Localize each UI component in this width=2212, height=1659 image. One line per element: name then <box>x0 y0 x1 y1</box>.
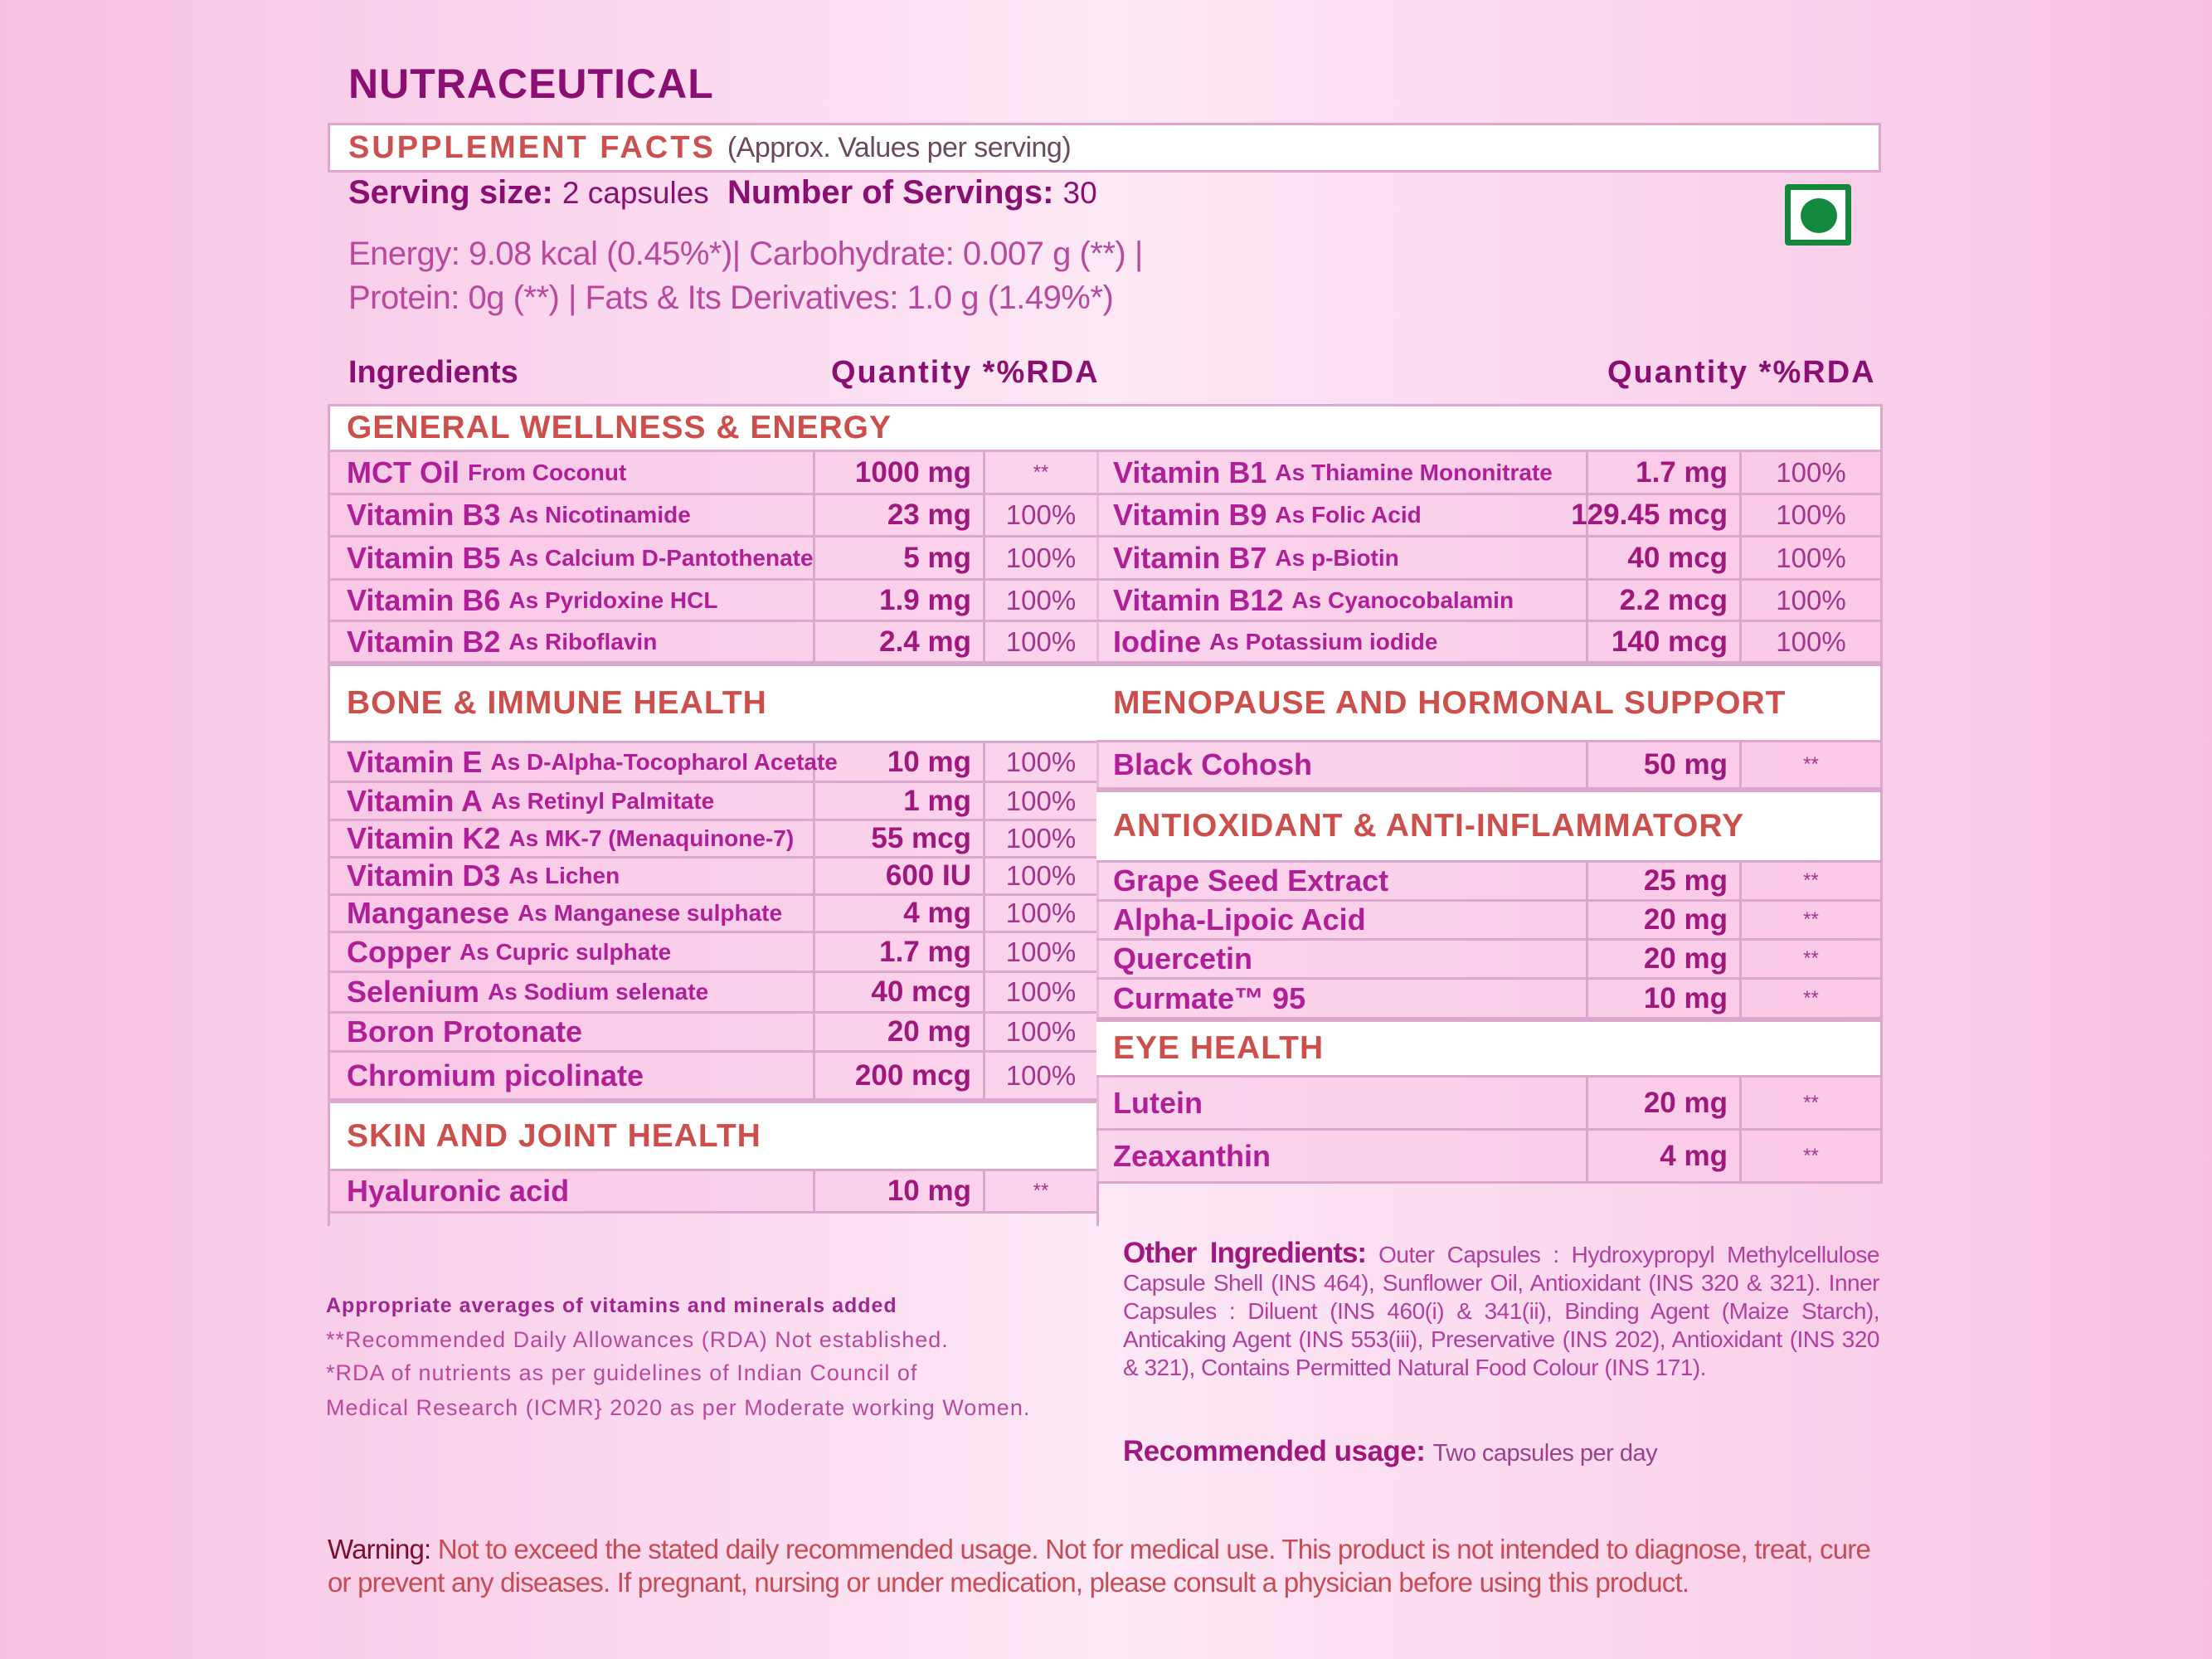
other-ingredients-text: Outer Capsules : Hydroxypropyl Methylcellulose Capsule Shell (INS 464), Sunflower Oil, Antioxidant (INS 320 & 321). Inner Capsules : Diluent (INS 460(i) & 341(ii), Binding Agent (Maize Starch), Anticaking Agent (INS 553(iii), Preservative (INS 202), Antioxidant (INS 320 & 321), Contains Permitted Natural Food Colour (INS 171). <box>1123 1242 1879 1380</box>
ingredient-name-cell <box>1096 581 1588 620</box>
ingredients-column-header: Ingredients <box>348 355 518 390</box>
ingredient-row <box>1096 941 1880 980</box>
serving-info <box>348 174 1097 212</box>
ingredient-row <box>1096 1131 1880 1184</box>
ingredient-name: Selenium <box>347 975 480 1009</box>
ingredient-name: Vitamin A <box>347 783 484 818</box>
ingredient-quantity: 25 mg <box>1588 863 1742 899</box>
servings-count-value: 30 <box>1062 176 1097 210</box>
note-line-4: Medical Research (ICMR} 2020 as per Moderate working Women. <box>326 1395 1031 1420</box>
ingredient-quantity: 10 mg <box>815 743 985 781</box>
ingredient-source: As Thiamine Mononitrate <box>1275 459 1553 485</box>
ingredient-quantity: 2.2 mcg <box>1588 581 1742 620</box>
ingredient-name-cell <box>1096 1078 1588 1128</box>
ingredient-name: Iodine <box>1113 624 1201 659</box>
skin-joint-header: SKIN AND JOINT HEALTH <box>330 1101 1096 1171</box>
warning <box>328 1533 1887 1599</box>
ingredient-name: Chromium picolinate <box>347 1058 644 1092</box>
ingredient-quantity: 20 mg <box>815 1014 985 1050</box>
ingredient-name-cell <box>1096 1131 1588 1181</box>
veg-symbol-icon <box>1785 184 1851 246</box>
ingredient-name: Vitamin B3 <box>347 498 501 532</box>
ingredient-name: Boron Protonate <box>347 1014 582 1048</box>
bone-immune-header: BONE & IMMUNE HEALTH <box>330 664 1096 743</box>
ingredient-source: As Pyridoxine HCL <box>508 586 718 613</box>
ingredient-rda: 100% <box>1776 542 1846 573</box>
ingredient-quantity: 1.7 mg <box>815 933 985 971</box>
ingredient-name: Grape Seed Extract <box>1113 864 1389 898</box>
ingredient-name-cell <box>330 1053 815 1098</box>
ingredient-quantity: 50 mg <box>1588 742 1742 787</box>
antioxidant-header: ANTIOXIDANT & ANTI-INFLAMMATORY <box>1096 790 1880 863</box>
recommended-usage-text: Two capsules per day <box>1432 1440 1658 1467</box>
ingredient-rda: 100% <box>1005 499 1077 530</box>
ingredient-source: As Calcium D-Pantothenate <box>508 544 814 571</box>
ingredient-rda: ** <box>1803 869 1819 892</box>
ingredient-quantity: 1 mg <box>815 783 985 819</box>
ingredient-name: Vitamin B9 <box>1113 498 1267 532</box>
page-title: NUTRACEUTICAL <box>348 61 714 107</box>
ingredient-row <box>330 1014 1096 1053</box>
ingredient-rda: ** <box>1803 1144 1819 1167</box>
ingredient-row <box>330 581 1096 622</box>
ingredient-name: Vitamin B1 <box>1113 455 1267 489</box>
note-line-3: *RDA of nutrients as per guidelines of Indian Council of <box>326 1360 918 1385</box>
ingredient-row <box>1096 538 1880 581</box>
ingredient-name-cell <box>330 581 815 620</box>
ingredient-row <box>330 783 1096 821</box>
ingredient-name: Vitamin B12 <box>1113 582 1284 617</box>
ingredient-rda: 100% <box>1005 976 1077 1007</box>
general-wellness-header <box>328 404 1883 452</box>
ingredient-name-cell <box>330 622 815 661</box>
ingredient-row <box>1096 1078 1880 1131</box>
ingredient-rda: 100% <box>1005 1059 1077 1091</box>
ingredient-source: As Cupric sulphate <box>459 938 672 965</box>
serving-size-label: Serving size: <box>348 174 553 211</box>
ingredient-source: As Nicotinamide <box>508 502 691 528</box>
ingredient-name: Alpha-Lipoic Acid <box>1113 902 1366 937</box>
recommended-usage <box>1123 1435 1657 1468</box>
ingredient-source: As Retinyl Palmitate <box>491 787 715 814</box>
ingredient-row <box>330 933 1096 973</box>
ingredients-table-right <box>1096 452 1883 1184</box>
recommended-usage-label: Recommended usage: <box>1123 1435 1426 1467</box>
eye-health-header: EYE HEALTH <box>1096 1019 1880 1078</box>
ingredient-source: As Riboflavin <box>508 628 658 654</box>
ingredient-name: Zeaxanthin <box>1113 1138 1271 1173</box>
ingredient-row <box>1096 863 1880 902</box>
ingredient-row <box>1096 622 1880 664</box>
warning-text: Not to exceed the stated daily recommended usage. Not for medical use. This product is not intended to diagnose, treat, cure or prevent any diseases. If pregnant, nursing or under medication, please consult a physician before using this product. <box>328 1534 1871 1598</box>
other-ingredients-label: Other Ingredients: <box>1123 1237 1367 1269</box>
warning-label: Warning: <box>328 1534 431 1564</box>
ingredient-row <box>330 452 1096 495</box>
ingredient-name: Vitamin B5 <box>347 540 501 575</box>
ingredients-table-left <box>328 404 1099 1226</box>
ingredient-name-cell <box>330 538 815 578</box>
ingredient-row <box>330 1053 1096 1101</box>
ingredient-name-cell <box>1096 941 1588 977</box>
ingredient-rda: ** <box>1033 1180 1049 1202</box>
ingredient-rda: 100% <box>1776 499 1846 530</box>
ingredient-rda: ** <box>1803 947 1819 970</box>
ingredient-rda: 100% <box>1005 625 1077 657</box>
ingredient-rda: 100% <box>1005 1016 1077 1047</box>
ingredient-rda: ** <box>1803 986 1819 1010</box>
ingredient-rda: 100% <box>1005 542 1077 573</box>
ingredient-quantity: 55 mcg <box>815 821 985 856</box>
general-wellness-title: GENERAL WELLNESS & ENERGY <box>347 410 892 445</box>
ingredient-name-cell <box>1096 863 1588 899</box>
ingredient-rda: 100% <box>1005 823 1077 854</box>
ingredient-rda: 100% <box>1005 584 1077 615</box>
ingredient-row <box>330 896 1096 933</box>
ingredient-source: As p-Biotin <box>1275 544 1399 571</box>
ingredient-quantity: 10 mg <box>815 1171 985 1211</box>
supplement-facts-title: SUPPLEMENT FACTS <box>348 129 716 165</box>
note-line-1: Appropriate averages of vitamins and minerals added <box>326 1294 897 1317</box>
ingredient-name-cell <box>1096 902 1588 938</box>
ingredient-quantity: 1000 mg <box>815 452 985 493</box>
ingredient-name: Curmate™ 95 <box>1113 980 1306 1015</box>
ingredient-rda: 100% <box>1776 456 1846 488</box>
ingredient-rda: 100% <box>1005 746 1077 777</box>
ingredient-quantity: 20 mg <box>1588 902 1742 938</box>
ingredient-name: Hyaluronic acid <box>347 1174 570 1208</box>
ingredient-rda: ** <box>1803 753 1819 776</box>
ingredient-rda: 100% <box>1776 625 1846 657</box>
ingredient-rda: 100% <box>1776 584 1846 615</box>
ingredient-name-cell <box>330 821 815 856</box>
ingredient-name-cell <box>330 743 838 781</box>
ingredient-source: As MK-7 (Menaquinone-7) <box>508 825 795 851</box>
ingredient-quantity: 2.4 mg <box>815 622 985 661</box>
ingredient-row <box>330 1171 1096 1214</box>
ingredient-name-cell <box>1096 980 1588 1017</box>
ingredient-name-cell <box>1096 452 1588 493</box>
ingredient-row <box>330 538 1096 581</box>
ingredient-row <box>1096 495 1880 538</box>
ingredient-quantity: 23 mg <box>815 495 985 535</box>
ingredient-name-cell <box>1096 742 1588 787</box>
ingredient-source: As Sodium selenate <box>488 979 709 1005</box>
ingredient-name: Vitamin B6 <box>347 582 501 617</box>
ingredient-row <box>330 973 1096 1014</box>
ingredient-source: As Potassium iodide <box>1209 628 1438 654</box>
ingredient-row <box>330 495 1096 538</box>
ingredient-rda: 100% <box>1005 860 1077 891</box>
ingredient-rda: ** <box>1033 460 1049 484</box>
ingredient-quantity: 5 mg <box>815 538 985 578</box>
ingredient-row <box>1096 452 1880 495</box>
ingredient-name-cell <box>330 452 815 493</box>
ingredient-name-cell <box>330 859 815 893</box>
ingredient-name-cell <box>330 783 815 819</box>
ingredient-name: Vitamin D3 <box>347 859 501 893</box>
ingredient-quantity: 40 mcg <box>815 973 985 1011</box>
quantity-rda-header-right: Quantity *%RDA <box>1607 355 1876 390</box>
other-ingredients <box>1123 1239 1879 1382</box>
ingredient-row <box>330 821 1096 859</box>
ingredient-quantity: 129.45 mcg <box>1588 495 1742 535</box>
ingredient-quantity: 1.7 mg <box>1588 452 1742 493</box>
ingredient-row <box>1096 581 1880 622</box>
ingredient-name: Vitamin K2 <box>347 821 501 855</box>
ingredient-name-cell <box>330 495 815 535</box>
ingredient-source: As Manganese sulphate <box>518 900 783 926</box>
ingredient-name: Vitamin B7 <box>1113 540 1267 575</box>
ingredient-name: MCT Oil <box>347 455 459 489</box>
ingredient-row <box>330 622 1096 664</box>
ingredient-name-cell <box>330 973 815 1011</box>
ingredient-quantity: 200 mcg <box>815 1053 985 1098</box>
ingredient-row <box>1096 980 1880 1019</box>
ingredient-row <box>1096 742 1880 790</box>
ingredient-rda: 100% <box>1005 936 1077 967</box>
supplement-facts-note: (Approx. Values per serving) <box>727 131 1072 163</box>
ingredient-source: From Coconut <box>467 459 627 485</box>
ingredient-source: As Cyanocobalamin <box>1291 586 1514 613</box>
nutrition-line-2: Protein: 0g (**) | Fats & Its Derivatives: 1.0 g (1.49%*) <box>348 280 1114 316</box>
ingredient-quantity: 1.9 mg <box>815 581 985 620</box>
ingredient-rda: 100% <box>1005 898 1077 928</box>
ingredient-rda: ** <box>1803 908 1819 931</box>
ingredient-quantity: 20 mg <box>1588 1078 1742 1128</box>
ingredient-name-cell <box>1096 538 1588 578</box>
ingredient-name-cell <box>330 1171 815 1211</box>
nutrition-line-1: Energy: 9.08 kcal (0.45%*)| Carbohydrate: 0.007 g (**) | <box>348 236 1143 272</box>
ingredient-quantity: 140 mcg <box>1588 622 1742 661</box>
note-line-2: **Recommended Daily Allowances (RDA) Not established. <box>326 1327 949 1352</box>
ingredient-name: Black Cohosh <box>1113 747 1313 781</box>
ingredient-quantity: 40 mcg <box>1588 538 1742 578</box>
quantity-rda-header-left: Quantity *%RDA <box>831 355 1100 390</box>
ingredient-source: As Folic Acid <box>1275 502 1422 528</box>
ingredient-name: Copper <box>347 934 451 969</box>
ingredient-quantity: 20 mg <box>1588 941 1742 977</box>
menopause-header: MENOPAUSE AND HORMONAL SUPPORT <box>1096 664 1880 742</box>
serving-size-value: 2 capsules <box>562 176 709 210</box>
ingredient-name: Quercetin <box>1113 941 1253 975</box>
ingredient-row <box>330 859 1096 896</box>
ingredient-name: Manganese <box>347 896 510 930</box>
ingredient-source: As D-Alpha-Tocopharol Acetate <box>490 748 838 775</box>
ingredient-rda: 100% <box>1005 785 1077 816</box>
ingredient-quantity: 10 mg <box>1588 980 1742 1017</box>
ingredient-quantity: 4 mg <box>1588 1131 1742 1181</box>
servings-count-label: Number of Servings: <box>727 174 1054 211</box>
ingredient-rda: ** <box>1803 1091 1819 1114</box>
ingredient-name: Vitamin E <box>347 744 483 779</box>
supplement-facts-header <box>328 123 1881 173</box>
ingredient-name-cell <box>330 933 815 971</box>
ingredient-source: As Lichen <box>508 863 620 888</box>
ingredient-name-cell <box>1096 622 1588 661</box>
ingredient-name: Lutein <box>1113 1085 1203 1120</box>
ingredient-name-cell <box>330 896 815 931</box>
ingredient-row <box>330 743 1096 783</box>
ingredient-name-cell <box>330 1014 815 1050</box>
ingredient-name-cell <box>1096 495 1588 535</box>
ingredient-quantity: 600 IU <box>815 859 985 893</box>
ingredient-quantity: 4 mg <box>815 896 985 931</box>
ingredient-row <box>1096 902 1880 941</box>
ingredient-name: Vitamin B2 <box>347 624 501 659</box>
